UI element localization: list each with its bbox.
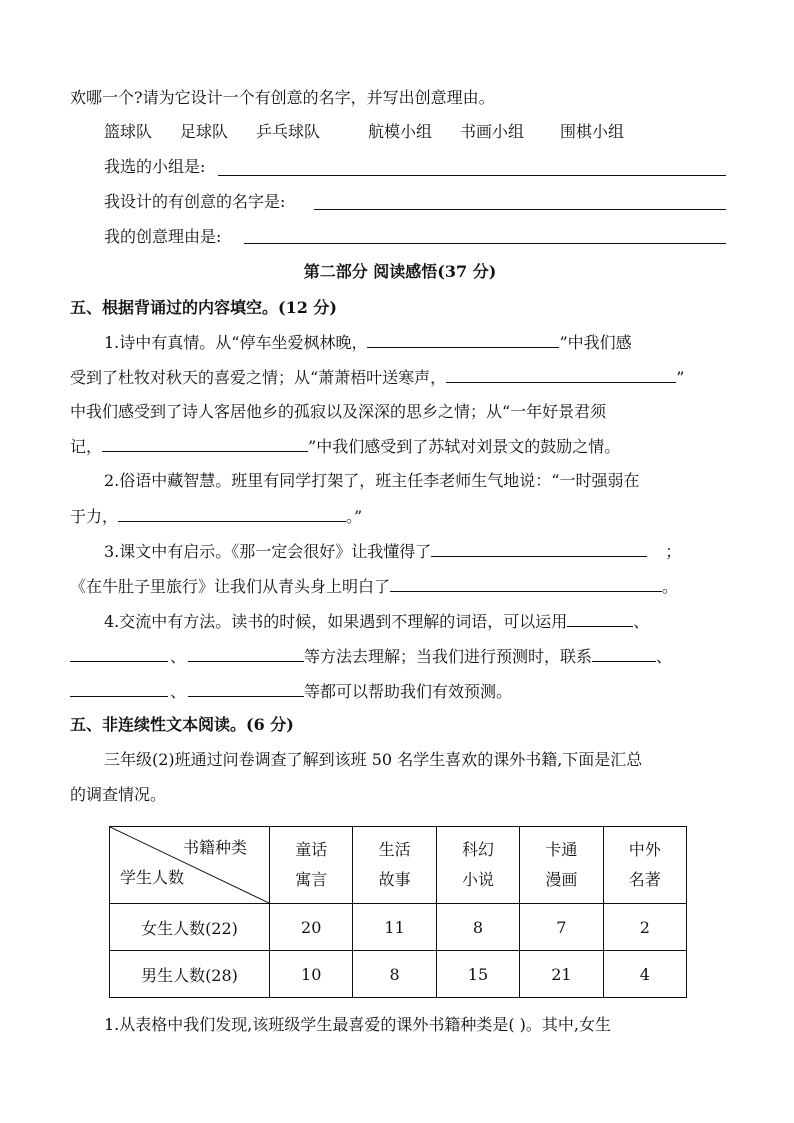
q4-line3 <box>70 681 730 702</box>
q1-text: ”中我们感 <box>559 333 632 352</box>
table-cell: 4 <box>603 951 686 998</box>
field-creative-name-label: 我设计的有创意的名字是: <box>104 192 286 211</box>
survey-table <box>109 826 687 998</box>
q2-line2 <box>70 506 730 527</box>
final-question: 1.从表格中我们发现,该班级学生最喜爱的课外书籍种类是( )。其中,女生 <box>104 1015 612 1034</box>
q2-line1: 2.俗语中藏智慧。班里有同学打架了，班主任李老师生气地说：“一时强弱在 <box>104 471 640 490</box>
field-reason-label: 我的创意理由是: <box>104 227 222 246</box>
table-header-row <box>110 827 687 904</box>
table-cell: 20 <box>270 904 353 951</box>
q3-text: 3.课文中有启示。《那一定会很好》让我懂得了 <box>104 542 432 561</box>
hobby-group: 篮球队 <box>104 122 153 141</box>
q1-text: 受到了杜牧对秋天的喜爱之情；从“萧萧梧叶送寒声， <box>70 368 447 387</box>
q2-text: 于力， <box>70 507 119 526</box>
q4-sep: 、 <box>633 612 650 631</box>
hobby-group: 围棋小组 <box>560 122 625 141</box>
table-header-cell: 生活 故事 <box>353 827 436 904</box>
table-header-cell: 中外 名著 <box>603 827 686 904</box>
q3-text: 《在牛肚子里旅行》让我们从青头身上明白了 <box>70 577 391 596</box>
row-label: 女生人数(22) <box>110 904 270 951</box>
q1-line3: 中我们感受到了诗人客居他乡的孤寂以及深深的思乡之情；从“一年好景君须 <box>70 402 607 421</box>
intro-line: 欢哪一个?请为它设计一个有创意的名字，并写出创意理由。 <box>70 88 495 107</box>
answer-blank[interactable] <box>431 541 647 557</box>
q4-sep: 、 <box>170 647 187 666</box>
answer-blank[interactable] <box>188 646 304 662</box>
hobby-group: 足球队 <box>180 122 229 141</box>
answer-blank[interactable] <box>102 436 308 452</box>
section5-title: 五、根据背诵过的内容填空。(12 分) <box>70 298 337 317</box>
q1-line4 <box>70 436 730 457</box>
table-cell: 15 <box>436 951 519 998</box>
answer-blank[interactable] <box>118 506 346 522</box>
answer-blank[interactable] <box>446 367 676 383</box>
q2-text: 。” <box>346 507 363 526</box>
survey-intro-line1: 三年级(2)班通过问卷调查了解到该班 50 名学生喜欢的课外书籍,下面是汇总 <box>104 750 643 769</box>
q1-line1 <box>104 332 764 353</box>
table-cell: 10 <box>270 951 353 998</box>
q1-text: 1.诗中有真情。从“停车坐爱枫林晚， <box>104 333 368 352</box>
q3-line2 <box>70 576 730 597</box>
table-header-cell: 卡通 漫画 <box>520 827 603 904</box>
hobby-group: 航模小组 <box>368 122 433 141</box>
q4-sep: 、 <box>656 647 673 666</box>
answer-blank[interactable] <box>592 646 656 662</box>
section5b-title: 五、非连续性文本阅读。(6 分) <box>70 715 294 734</box>
q1-text: ” <box>676 368 685 387</box>
field-group-chosen-label: 我选的小组是: <box>104 157 206 176</box>
table-header-cell: 童话 寓言 <box>270 827 353 904</box>
survey-intro-line2: 的调查情况。 <box>70 785 167 804</box>
answer-line[interactable] <box>218 175 726 176</box>
q4-text: 4.交流中有方法。读书的时候，如果遇到不理解的词语，可以运用 <box>104 612 568 631</box>
answer-blank[interactable] <box>567 611 633 627</box>
table-cell: 11 <box>353 904 436 951</box>
part2-title: 第二部分 阅读感悟(37 分) <box>303 262 497 281</box>
q4-text: 等方法去理解；当我们进行预测时，联系 <box>304 647 593 666</box>
q1-text: 记， <box>70 437 103 456</box>
answer-blank[interactable] <box>70 681 168 697</box>
q4-line2 <box>70 646 730 667</box>
q3-line1 <box>104 541 764 562</box>
q3-text: 。 <box>662 577 679 596</box>
answer-blank[interactable] <box>70 646 168 662</box>
q4-text: 等都可以帮助我们有效预测。 <box>304 682 513 701</box>
answer-blank[interactable] <box>188 681 304 697</box>
q1-line2 <box>70 367 730 388</box>
table-cell: 7 <box>520 904 603 951</box>
table-cell: 21 <box>520 951 603 998</box>
answer-blank[interactable] <box>367 332 559 348</box>
table-header-cell: 科幻 小说 <box>436 827 519 904</box>
table-cell: 2 <box>603 904 686 951</box>
q4-line1 <box>104 611 764 632</box>
table-row <box>110 951 687 998</box>
answer-line[interactable] <box>314 209 726 210</box>
q3-text: ； <box>665 542 682 561</box>
hobby-group: 乒乓球队 <box>256 122 321 141</box>
hobby-group: 书画小组 <box>460 122 525 141</box>
q4-sep: 、 <box>170 682 187 701</box>
row-label: 男生人数(28) <box>110 951 270 998</box>
answer-blank[interactable] <box>390 576 662 592</box>
q1-text: ”中我们感受到了苏轼对刘景文的鼓励之情。 <box>308 437 621 456</box>
answer-line[interactable] <box>244 243 726 244</box>
table-row <box>110 904 687 951</box>
table-corner-cell <box>110 827 270 904</box>
corner-bottom-label: 学生人数 <box>120 868 185 887</box>
table-cell: 8 <box>353 951 436 998</box>
corner-top-label: 书籍种类 <box>182 838 247 857</box>
table-cell: 8 <box>436 904 519 951</box>
